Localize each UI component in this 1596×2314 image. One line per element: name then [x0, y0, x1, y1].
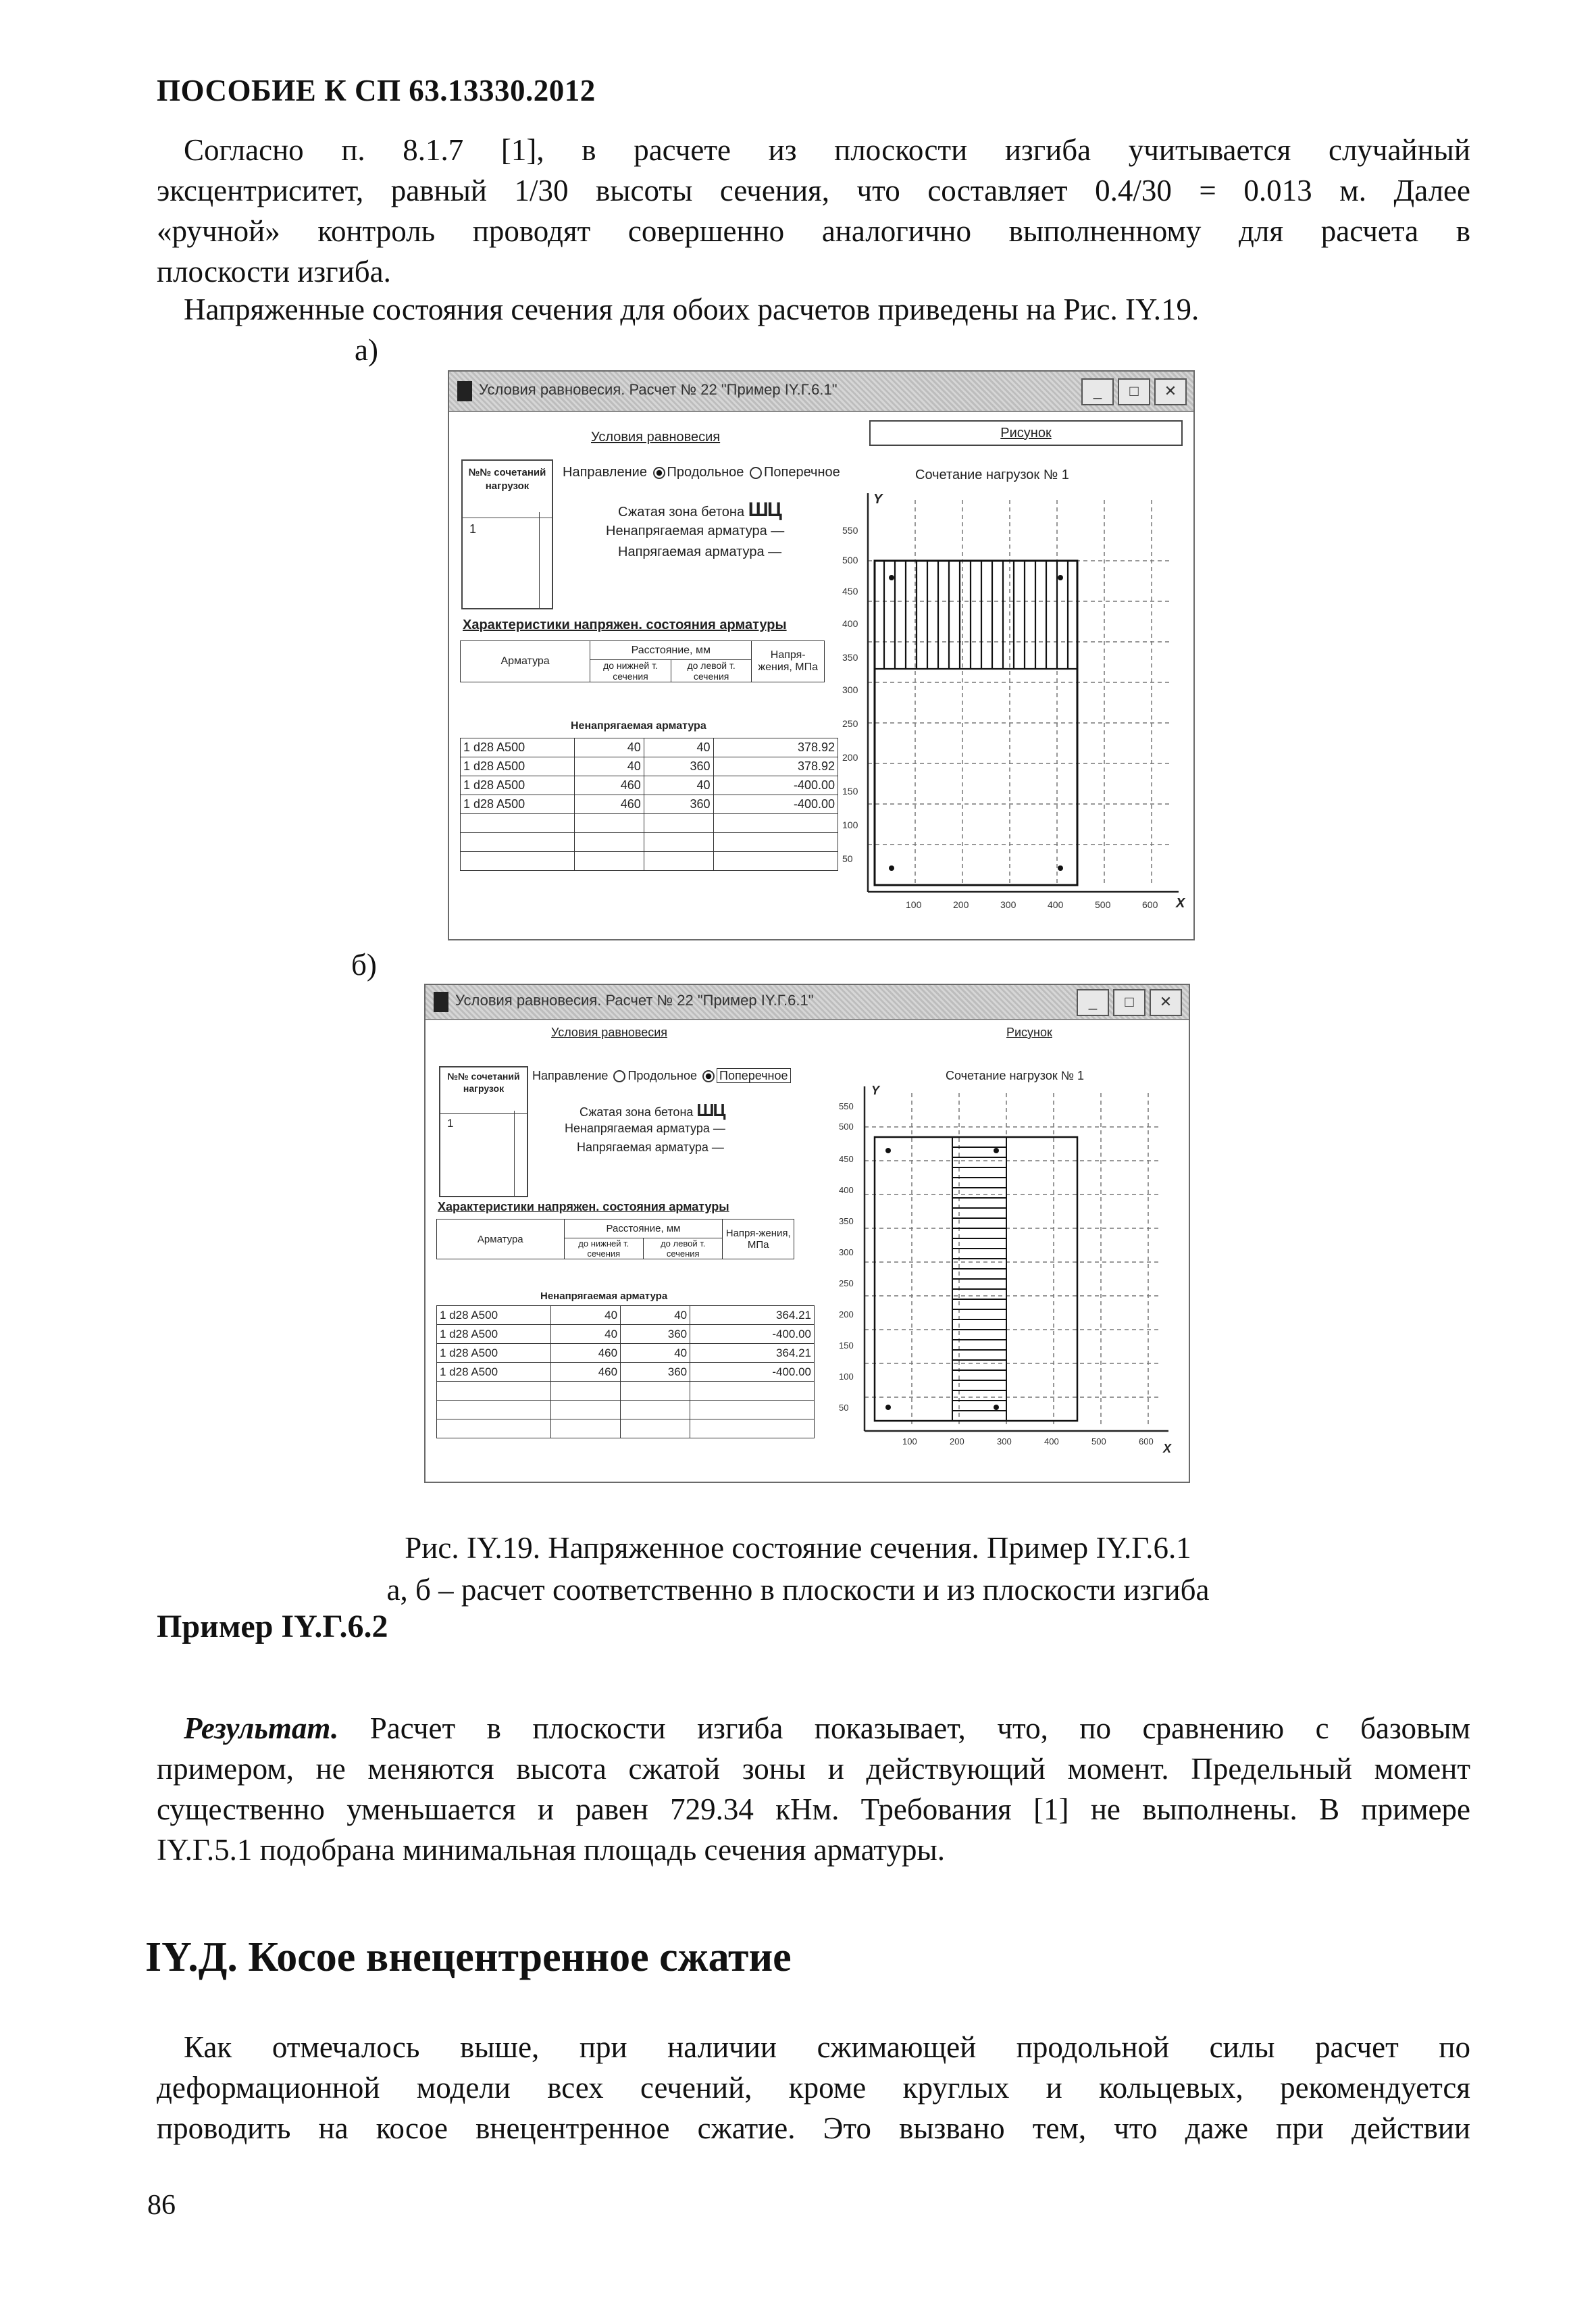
paragraph-line: эксцентриситет, равный 1/30 высоты сечения, что составляет 0.4/30 = 0.013 м. Далее — [157, 174, 1470, 207]
chart-title: Сочетание нагрузок № 1 — [946, 1069, 1085, 1082]
empty-cell — [575, 814, 644, 833]
example-heading: Пример IY.Г.6.2 — [157, 1609, 388, 1644]
cell-rebar: 1 d28 A500 — [437, 1363, 551, 1382]
paragraph-line: деформационной модели всех сечений, кроме круглых и кольцевых, рекомендуется — [157, 2071, 1470, 2105]
radio-transverse[interactable] — [702, 1070, 715, 1082]
cell-dist-bottom: 40 — [551, 1306, 621, 1325]
caption-line-2: а, б – расчет соответственно в плоскости и из плоскости изгиба — [386, 1573, 1210, 1607]
cell-stress: 378.92 — [713, 738, 838, 757]
empty-cell — [644, 833, 713, 852]
empty-row[interactable] — [461, 833, 838, 852]
x-tick: 600 — [1142, 899, 1158, 910]
combos-list[interactable] — [461, 459, 553, 609]
section-title: Условия равновесия — [591, 430, 721, 445]
cell-dist-left: 360 — [644, 795, 713, 814]
legend-concrete — [580, 1100, 725, 1121]
x-tick: 400 — [1044, 1436, 1059, 1447]
char-title: Характеристики напряжен. состояния арматуры — [463, 618, 787, 632]
empty-cell — [621, 1401, 690, 1419]
title-bar[interactable] — [449, 372, 1193, 412]
y-tick: 400 — [839, 1185, 854, 1195]
empty-cell — [621, 1382, 690, 1401]
cell-dist-bottom: 40 — [575, 757, 644, 776]
y-tick: 250 — [842, 718, 858, 729]
y-tick: 550 — [842, 525, 858, 536]
cell-dist-bottom: 460 — [551, 1363, 621, 1382]
table-row[interactable] — [461, 776, 838, 795]
group-nonprestressed: Ненапрягаемая арматура — [571, 720, 706, 732]
window-title: Условия равновесия. Расчет № 22 "Пример IY.Г.6.1" — [479, 381, 838, 398]
y-tick: 500 — [842, 555, 858, 565]
y-tick: 50 — [842, 853, 853, 864]
cell-stress: 378.92 — [713, 757, 838, 776]
table-row[interactable] — [437, 1363, 815, 1382]
y-tick: 250 — [839, 1278, 854, 1288]
x-tick: 100 — [902, 1436, 917, 1447]
cell-dist-left: 40 — [644, 776, 713, 795]
cell-rebar: 1 d28 A500 — [437, 1325, 551, 1344]
direction-label: Направление — [563, 465, 647, 480]
paragraph-stress-states: Напряженные состояния сечения для обоих расчетов приведены на Рис. IY.19. — [184, 293, 1200, 326]
y-tick: 500 — [839, 1122, 854, 1132]
y-tick: 200 — [839, 1309, 854, 1319]
cell-dist-left: 360 — [621, 1325, 690, 1344]
cell-dist-left: 360 — [621, 1363, 690, 1382]
figure-label-a: а) — [355, 333, 378, 367]
col-distance: Расстояние, мм — [564, 1219, 723, 1238]
radio-longitudinal[interactable] — [613, 1070, 625, 1082]
cell-dist-left: 40 — [644, 738, 713, 757]
y-tick: 400 — [842, 618, 858, 629]
cell-rebar: 1 d28 A500 — [461, 795, 575, 814]
cell-stress: 364.21 — [690, 1306, 815, 1325]
legend-nonprestressed: Ненапрягаемая арматура — — [606, 524, 785, 538]
paragraph-line: IY.Г.5.1 подобрана минимальная площадь сечения арматуры. — [157, 1833, 945, 1867]
empty-cell — [461, 814, 575, 833]
direction-row — [532, 1069, 791, 1083]
app-icon — [457, 381, 472, 401]
radio-longitudinal-label[interactable]: Продольное — [667, 465, 744, 480]
x-tick: 300 — [997, 1436, 1012, 1447]
empty-cell — [690, 1419, 815, 1438]
radio-transverse-label[interactable]: Поперечное — [764, 465, 840, 480]
legend-prestressed-label: Напрягаемая арматура — [618, 545, 765, 559]
y-tick: 450 — [842, 586, 858, 597]
y-tick: 300 — [842, 684, 858, 695]
x-tick: 200 — [950, 1436, 964, 1447]
table-row[interactable] — [437, 1325, 815, 1344]
paragraph-line: проводить на косое внецентренное сжатие. Это вызвано тем, что даже при действии — [157, 2111, 1470, 2145]
combo-item[interactable]: 1 — [447, 1117, 454, 1130]
y-tick: 150 — [842, 786, 858, 797]
radio-longitudinal[interactable] — [653, 467, 665, 479]
paragraph-line: Как отмечалось выше, при наличии сжимающей продольной силы расчет по — [184, 2030, 1470, 2064]
empty-cell — [437, 1382, 551, 1401]
cell-dist-left: 360 — [644, 757, 713, 776]
table-row[interactable] — [461, 795, 838, 814]
empty-cell — [690, 1401, 815, 1419]
legend-nonprestressed-label: Ненапрягаемая арматура — [565, 1122, 710, 1135]
cell-rebar: 1 d28 A500 — [437, 1306, 551, 1325]
empty-cell — [551, 1419, 621, 1438]
legend-concrete — [618, 499, 781, 522]
concrete-hatch-icon: ШЦ — [696, 1100, 725, 1120]
combo-item[interactable]: 1 — [469, 522, 477, 536]
col-stress: Напря-жения, МПа — [723, 1219, 794, 1259]
paragraph-eccentricity — [157, 130, 1470, 292]
picture-button-label: Рисунок — [1000, 426, 1052, 441]
page-number: 86 — [147, 2190, 176, 2221]
cell-dist-bottom: 40 — [575, 738, 644, 757]
legend-prestressed-label: Напрягаемая арматура — [577, 1140, 709, 1154]
col-dist-bottom: до нижней т. сечения — [564, 1238, 643, 1259]
empty-cell — [713, 852, 838, 871]
combos-list[interactable] — [439, 1066, 528, 1197]
y-tick: 100 — [839, 1372, 854, 1382]
empty-row[interactable] — [437, 1382, 815, 1401]
table-row[interactable] — [437, 1344, 815, 1363]
empty-cell — [551, 1382, 621, 1401]
empty-cell — [690, 1382, 815, 1401]
x-tick: 200 — [953, 899, 969, 910]
axis-y-label: Y — [873, 492, 883, 507]
y-tick: 300 — [839, 1247, 854, 1257]
char-title: Характеристики напряжен. состояния арматуры — [438, 1200, 729, 1213]
empty-cell — [437, 1419, 551, 1438]
combos-header: №№ сочетаний нагрузок — [463, 461, 552, 518]
legend-concrete-label: Сжатая зона бетона — [618, 505, 745, 520]
maximize-button[interactable]: □ — [1118, 378, 1150, 405]
close-button[interactable]: ✕ — [1150, 989, 1182, 1016]
picture-button[interactable] — [869, 420, 1183, 446]
cell-stress: 364.21 — [690, 1344, 815, 1363]
y-tick-labels — [839, 1101, 854, 1413]
paragraph-line: «ручной» контроль проводят совершенно аналогично выполненному для расчета в — [157, 214, 1470, 248]
grid-lines — [865, 1093, 1162, 1424]
group-nonprestressed: Ненапрягаемая арматура — [540, 1290, 668, 1302]
empty-cell — [437, 1401, 551, 1419]
x-tick-labels — [906, 899, 1158, 910]
y-tick: 150 — [839, 1340, 854, 1351]
col-distance: Расстояние, мм — [590, 641, 752, 660]
picture-button[interactable]: Рисунок — [1006, 1026, 1052, 1039]
empty-cell — [713, 814, 838, 833]
col-rebar: Арматура — [461, 641, 590, 682]
paragraph-line: Согласно п. 8.1.7 [1], в расчете из плоскости изгиба учитывается случайный — [184, 133, 1470, 167]
empty-cell — [461, 852, 575, 871]
running-header: ПОСОБИЕ К СП 63.13330.2012 — [157, 74, 596, 107]
compressed-zone-hatch — [952, 1137, 1006, 1421]
rebar-header-table — [460, 640, 825, 682]
cell-stress: -400.00 — [713, 776, 838, 795]
empty-cell — [551, 1401, 621, 1419]
paragraph-line — [157, 1708, 1470, 1749]
axis-x-label: X — [1176, 896, 1185, 911]
cell-rebar: 1 d28 A500 — [437, 1344, 551, 1363]
radio-longitudinal-label[interactable]: Продольное — [627, 1069, 697, 1082]
cell-dist-bottom: 460 — [575, 795, 644, 814]
window-title: Условия равновесия. Расчет № 22 "Пример IY.Г.6.1" — [455, 992, 814, 1009]
table-row[interactable] — [437, 1306, 815, 1325]
y-tick: 100 — [842, 820, 858, 830]
direction-label: Направление — [532, 1069, 609, 1082]
y-tick: 200 — [842, 752, 858, 763]
empty-row[interactable] — [461, 814, 838, 833]
x-tick: 600 — [1139, 1436, 1154, 1447]
chart-title: Сочетание нагрузок № 1 — [915, 468, 1069, 482]
y-tick-labels — [842, 525, 858, 864]
radio-transverse-label[interactable]: Поперечное — [717, 1068, 790, 1083]
col-dist-left: до левой т. сечения — [671, 660, 752, 682]
empty-row[interactable] — [461, 852, 838, 871]
rebar-table[interactable] — [460, 738, 838, 871]
empty-cell — [575, 833, 644, 852]
y-tick: 550 — [839, 1101, 854, 1111]
equilibrium-window-a — [448, 370, 1195, 940]
col-rebar: Арматура — [437, 1219, 565, 1259]
col-dist-bottom: до нижней т. сечения — [590, 660, 671, 682]
paragraph-line: плоскости изгиба. — [157, 255, 391, 288]
close-button[interactable]: ✕ — [1154, 378, 1187, 405]
cell-dist-left: 40 — [621, 1306, 690, 1325]
empty-row[interactable] — [437, 1401, 815, 1419]
paragraph-oblique — [157, 2027, 1470, 2148]
y-tick: 50 — [839, 1403, 849, 1413]
combos-header: №№ сочетаний нагрузок — [440, 1067, 527, 1114]
x-tick: 400 — [1048, 899, 1064, 910]
axis-x-label: X — [1163, 1442, 1172, 1455]
empty-cell — [461, 833, 575, 852]
rebar-header-table — [436, 1219, 794, 1259]
radio-transverse[interactable] — [750, 467, 762, 479]
legend-concrete-label: Сжатая зона бетона — [580, 1105, 694, 1119]
figure-caption — [0, 1527, 1596, 1611]
section-plot — [838, 1086, 1175, 1465]
cell-stress: -400.00 — [690, 1363, 815, 1382]
equilibrium-window-b — [424, 984, 1190, 1483]
y-tick: 350 — [839, 1216, 854, 1226]
rebar-table[interactable] — [436, 1305, 815, 1438]
legend-nonprestressed-label: Ненапрягаемая арматура — [606, 524, 767, 538]
x-tick: 500 — [1091, 1436, 1106, 1447]
section-title: Условия равновесия — [551, 1026, 668, 1039]
paragraph-result — [157, 1708, 1470, 1870]
col-stress: Напря-жения, МПа — [752, 641, 825, 682]
x-tick-labels — [902, 1436, 1154, 1447]
result-label: Результат. — [184, 1711, 339, 1745]
empty-cell — [644, 852, 713, 871]
table-row[interactable] — [461, 738, 838, 757]
x-tick: 300 — [1000, 899, 1016, 910]
legend-nonprestressed: Ненапрягаемая арматура — — [565, 1122, 725, 1135]
col-dist-left: до левой т. сечения — [644, 1238, 723, 1259]
empty-cell — [575, 852, 644, 871]
x-tick: 100 — [906, 899, 922, 910]
paragraph-line: существенно уменьшается и равен 729.34 кНм. Требования [1] не выполнены. В примере — [157, 1792, 1470, 1826]
cell-stress: -400.00 — [713, 795, 838, 814]
x-tick: 500 — [1095, 899, 1111, 910]
cell-dist-bottom: 40 — [551, 1325, 621, 1344]
empty-cell — [713, 833, 838, 852]
paragraph-line: примером, не меняются высота сжатой зоны и действующий момент. Предельный момент — [157, 1752, 1470, 1786]
title-bar[interactable] — [426, 985, 1189, 1020]
grid-lines — [868, 500, 1172, 885]
cell-dist-bottom: 460 — [551, 1344, 621, 1363]
scrollbar[interactable] — [514, 1111, 527, 1196]
caption-line-1: Рис. IY.19. Напряженное состояние сечения. Пример IY.Г.6.1 — [405, 1531, 1191, 1565]
concrete-hatch-icon: ШЦ — [748, 499, 781, 521]
y-tick: 350 — [842, 652, 858, 663]
cell-rebar: 1 d28 A500 — [461, 776, 575, 795]
cell-dist-bottom: 460 — [575, 776, 644, 795]
figure-label-b: б) — [351, 948, 377, 982]
legend-prestressed: Напрягаемая арматура — — [618, 545, 782, 559]
y-tick: 450 — [839, 1154, 854, 1164]
result-text: Расчет в плоскости изгиба показывает, что, по сравнению с базовым — [338, 1711, 1470, 1745]
compressed-zone-hatch — [875, 561, 1077, 669]
cell-dist-left: 40 — [621, 1344, 690, 1363]
cell-rebar: 1 d28 A500 — [461, 757, 575, 776]
axis-y-label: Y — [871, 1084, 880, 1097]
section-plot — [841, 493, 1185, 919]
table-row[interactable] — [461, 757, 838, 776]
minimize-button[interactable]: _ — [1077, 989, 1109, 1016]
maximize-button[interactable]: □ — [1113, 989, 1145, 1016]
section-heading: IY.Д. Косое внецентренное сжатие — [145, 1934, 792, 1980]
app-icon — [434, 992, 448, 1012]
cell-stress: -400.00 — [690, 1325, 815, 1344]
empty-cell — [644, 814, 713, 833]
cell-rebar: 1 d28 A500 — [461, 738, 575, 757]
scrollbar[interactable] — [539, 512, 552, 608]
minimize-button[interactable]: _ — [1081, 378, 1114, 405]
empty-row[interactable] — [437, 1419, 815, 1438]
direction-row — [563, 465, 840, 480]
empty-cell — [621, 1419, 690, 1438]
legend-prestressed: Напрягаемая арматура — — [577, 1140, 724, 1154]
